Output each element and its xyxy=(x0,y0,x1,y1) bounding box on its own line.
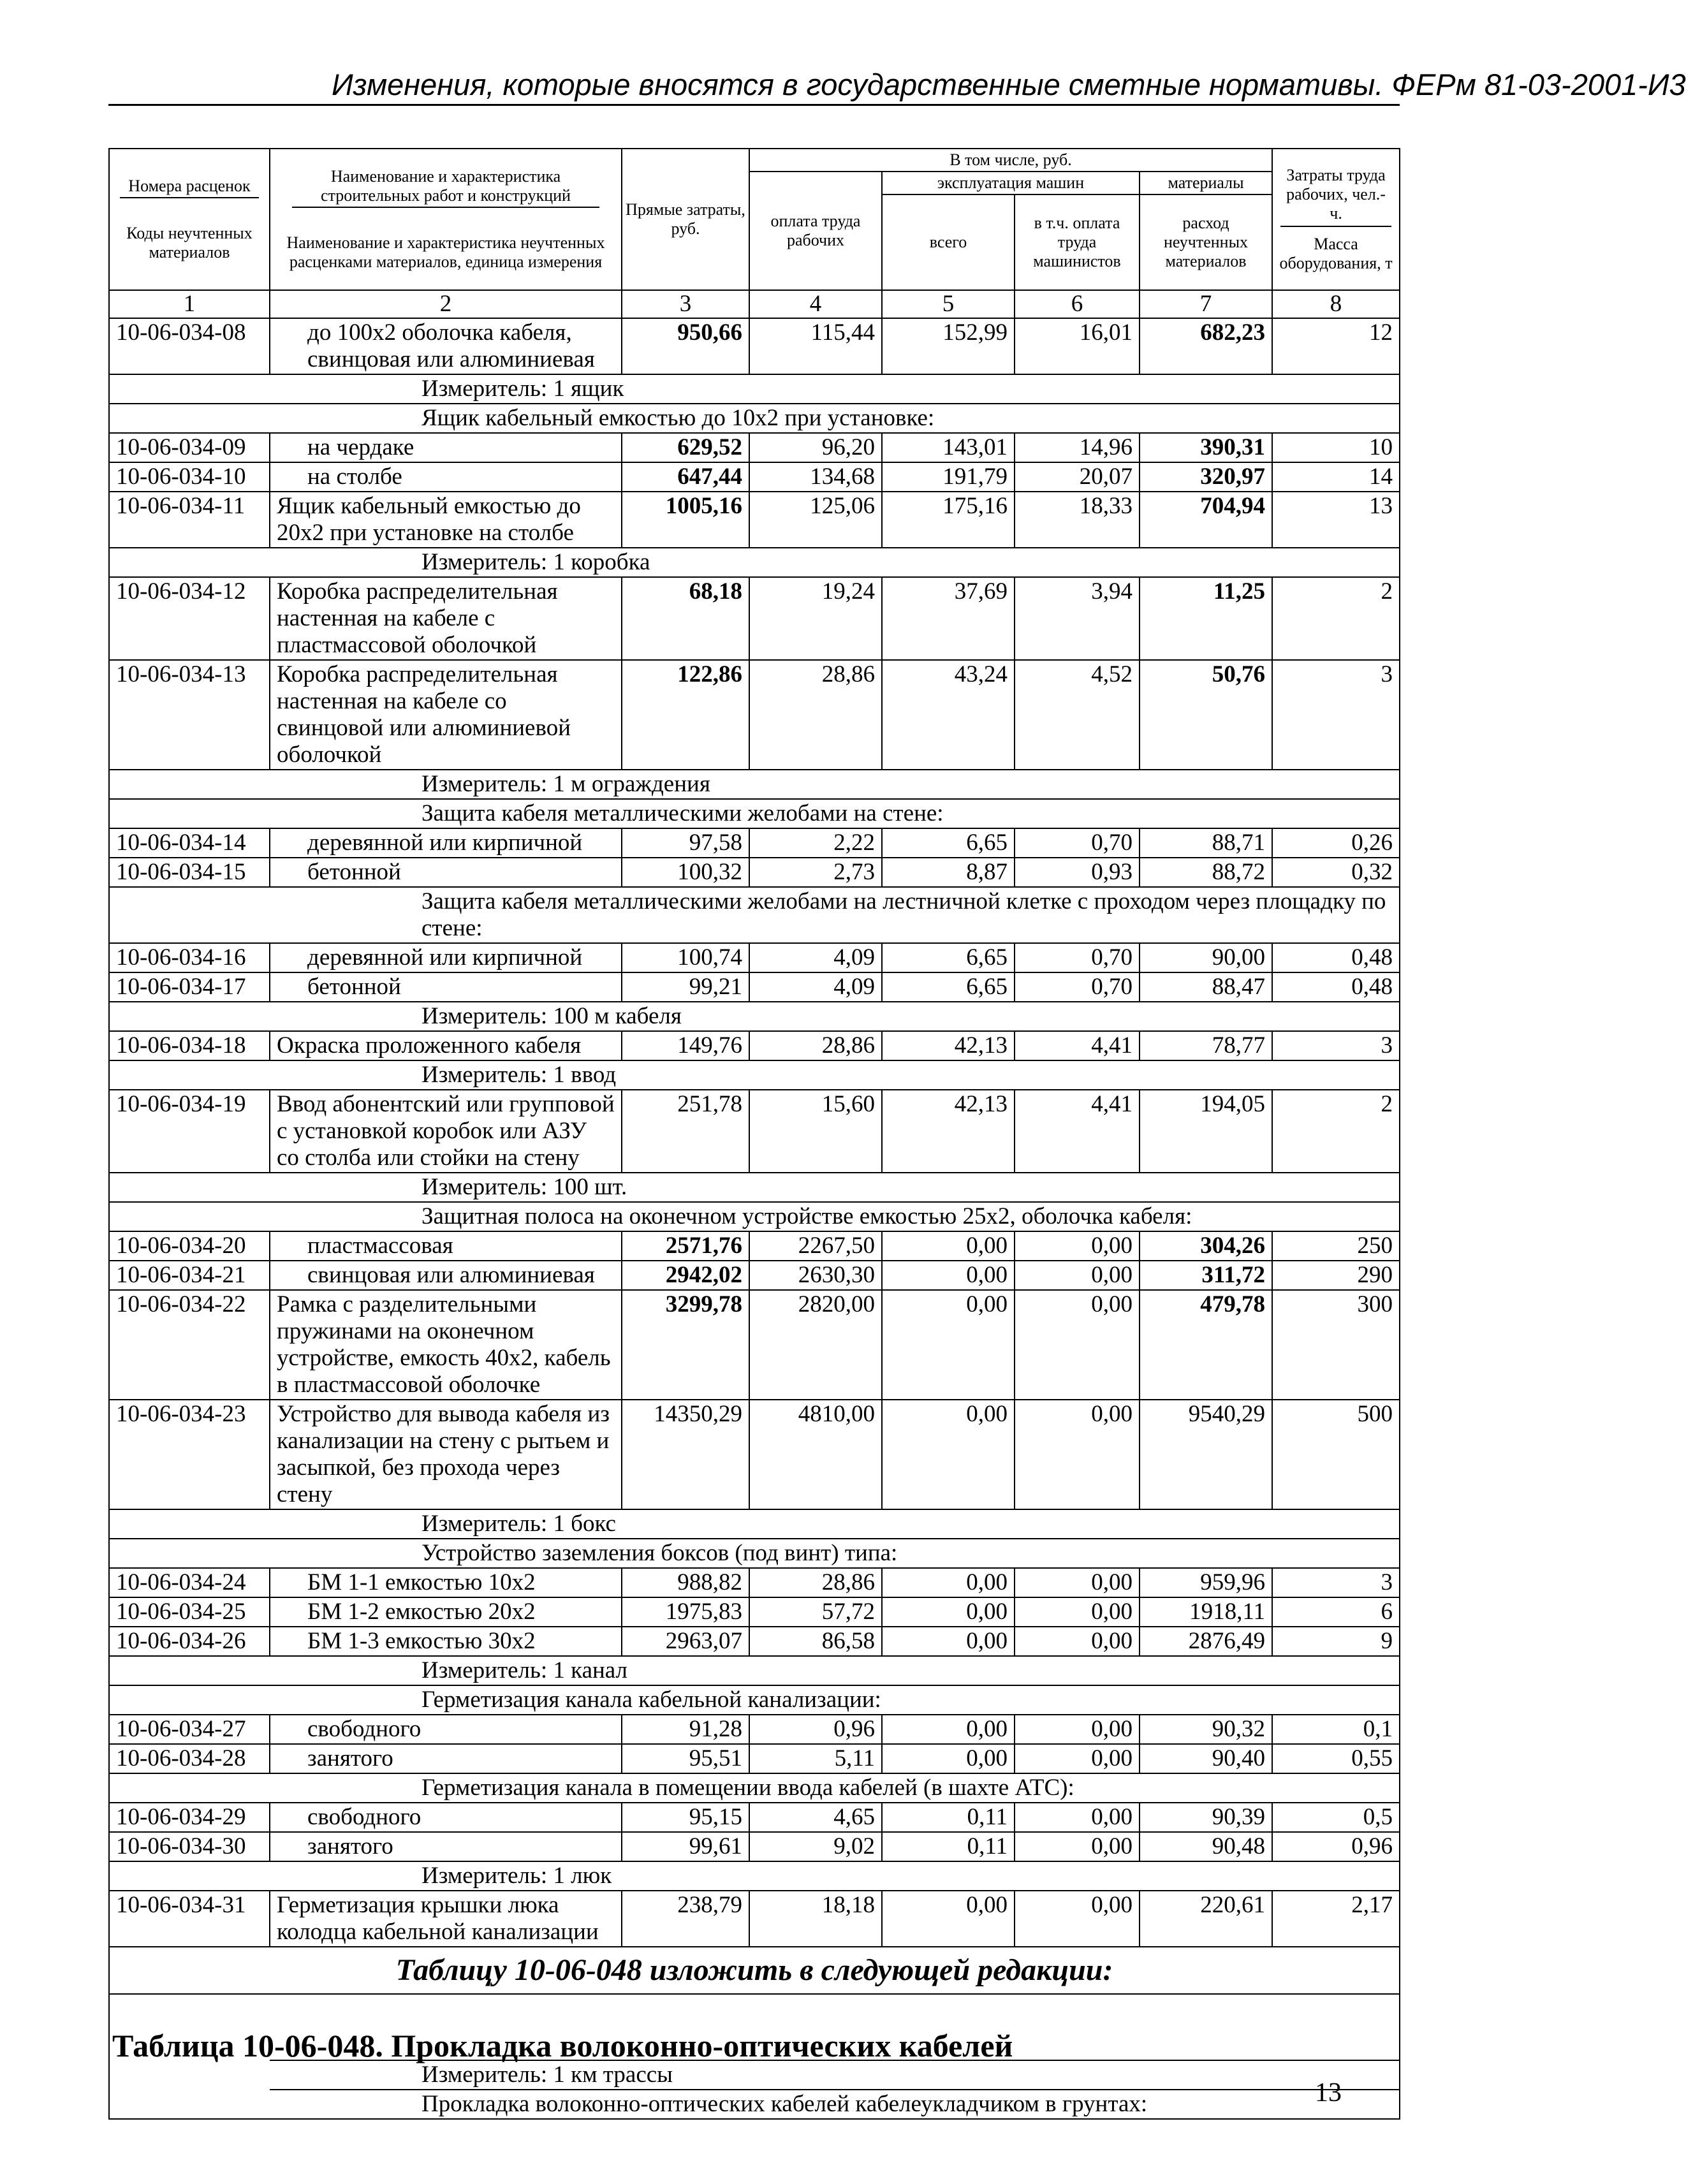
table-row xyxy=(109,858,1400,887)
table-row xyxy=(109,1568,1400,1597)
value-v7: 704,94 xyxy=(1140,492,1272,548)
redaction-note: Таблицу 10-06-048 изложить в следующей редакции: xyxy=(109,1947,1400,1994)
value-v8: 0,1 xyxy=(1272,1715,1400,1744)
value-v7: 90,40 xyxy=(1140,1744,1272,1773)
value-v6: 4,52 xyxy=(1015,660,1140,770)
table-row xyxy=(109,492,1400,548)
value-v7: 90,32 xyxy=(1140,1715,1272,1744)
value-v8: 0,26 xyxy=(1272,828,1400,858)
value-v4: 18,18 xyxy=(749,1891,882,1947)
value-v5: 0,00 xyxy=(882,1715,1015,1744)
rate-code: 10-06-034-13 xyxy=(109,660,270,770)
work-name: свинцовая или алюминиевая xyxy=(270,1261,622,1290)
value-v5: 175,16 xyxy=(882,492,1015,548)
value-v5: 152,99 xyxy=(882,318,1015,374)
col-number: 2 xyxy=(270,290,622,318)
value-v5: 191,79 xyxy=(882,462,1015,492)
work-name: свободного xyxy=(270,1715,622,1744)
value-v3: 97,58 xyxy=(622,828,749,858)
value-v5: 42,13 xyxy=(882,1031,1015,1060)
value-v5: 43,24 xyxy=(882,660,1015,770)
value-v3: 99,61 xyxy=(622,1832,749,1861)
section-row xyxy=(109,799,1400,828)
section-row xyxy=(109,1539,1400,1568)
value-v4: 134,68 xyxy=(749,462,882,492)
value-v6: 14,96 xyxy=(1015,433,1140,462)
page-header-title: Изменения, которые вносятся в государственные сметные нормативы. ФЕРм 81-03-2001-И3 xyxy=(332,68,1686,101)
value-v8: 3 xyxy=(1272,660,1400,770)
col-header-labor: Затраты труда рабочих, чел.-ч. Масса оборудования, т xyxy=(1272,149,1400,290)
value-v3: 647,44 xyxy=(622,462,749,492)
value-v3: 251,78 xyxy=(622,1090,749,1173)
rate-code: 10-06-034-09 xyxy=(109,433,270,462)
value-v4: 57,72 xyxy=(749,1597,882,1627)
value-v3: 3299,78 xyxy=(622,1290,749,1400)
col-header-group: В том числе, руб. xyxy=(749,149,1272,172)
value-v4: 0,96 xyxy=(749,1715,882,1744)
col-number: 8 xyxy=(1272,290,1400,318)
col-header-wages: оплата труда рабочих xyxy=(749,172,882,290)
value-v6: 4,41 xyxy=(1015,1031,1140,1060)
value-v6: 0,70 xyxy=(1015,972,1140,1002)
value-v8: 2 xyxy=(1272,577,1400,660)
section-row xyxy=(109,1002,1400,1031)
empty-cell xyxy=(109,1060,270,1090)
section-label: Измеритель: 1 бокс xyxy=(270,1509,1400,1539)
section-label: Прокладка волоконно-оптических кабелей кабелеукладчиком в грунтах: xyxy=(270,2090,1400,2119)
empty-cell xyxy=(109,548,270,577)
work-name: Окраска проложенного кабеля xyxy=(270,1031,622,1060)
section-label: Измеритель: 1 люк xyxy=(270,1861,1400,1891)
value-v7: 311,72 xyxy=(1140,1261,1272,1290)
value-v6: 16,01 xyxy=(1015,318,1140,374)
col-header-machines-total: всего xyxy=(882,194,1015,290)
value-v6: 0,00 xyxy=(1015,1400,1140,1509)
table-row xyxy=(109,433,1400,462)
table-title-row xyxy=(109,1994,1400,2060)
table-row xyxy=(109,660,1400,770)
value-v7: 220,61 xyxy=(1140,1891,1272,1947)
empty-cell xyxy=(109,770,270,799)
empty-cell xyxy=(109,1656,270,1685)
value-v8: 6 xyxy=(1272,1597,1400,1627)
value-v5: 0,00 xyxy=(882,1231,1015,1261)
value-v7: 304,26 xyxy=(1140,1231,1272,1261)
value-v7: 78,77 xyxy=(1140,1031,1272,1060)
value-v5: 37,69 xyxy=(882,577,1015,660)
value-v3: 2963,07 xyxy=(622,1627,749,1656)
empty-cell xyxy=(109,404,270,433)
value-v8: 9 xyxy=(1272,1627,1400,1656)
value-v6: 0,00 xyxy=(1015,1744,1140,1773)
estimate-table xyxy=(108,148,1400,2120)
empty-cell xyxy=(109,1539,270,1568)
table-row xyxy=(109,1744,1400,1773)
section-row xyxy=(109,1202,1400,1231)
value-v7: 90,00 xyxy=(1140,943,1272,972)
value-v5: 0,00 xyxy=(882,1568,1015,1597)
section-row xyxy=(109,1685,1400,1715)
value-v8: 290 xyxy=(1272,1261,1400,1290)
section-row xyxy=(109,2090,1400,2119)
value-v6: 0,00 xyxy=(1015,1627,1140,1656)
value-v4: 28,86 xyxy=(749,1031,882,1060)
value-v3: 99,21 xyxy=(622,972,749,1002)
value-v6: 0,00 xyxy=(1015,1231,1140,1261)
value-v8: 0,48 xyxy=(1272,972,1400,1002)
value-v5: 0,00 xyxy=(882,1261,1015,1290)
table-row xyxy=(109,1231,1400,1261)
rate-code: 10-06-034-25 xyxy=(109,1597,270,1627)
value-v6: 0,70 xyxy=(1015,828,1140,858)
value-v3: 238,79 xyxy=(622,1891,749,1947)
table-row xyxy=(109,1597,1400,1627)
value-v8: 3 xyxy=(1272,1031,1400,1060)
header-rule xyxy=(108,104,1400,106)
rate-code: 10-06-034-19 xyxy=(109,1090,270,1173)
empty-cell xyxy=(109,887,270,943)
table-row xyxy=(109,318,1400,374)
value-v4: 15,60 xyxy=(749,1090,882,1173)
rate-code: 10-06-034-10 xyxy=(109,462,270,492)
section-label: Измеритель: 1 канал xyxy=(270,1656,1400,1685)
value-v8: 14 xyxy=(1272,462,1400,492)
section-label: Ящик кабельный емкостью до 10х2 при установке: xyxy=(270,404,1400,433)
work-name: до 100х2 оболочка кабеля, свинцовая или алюминиевая xyxy=(270,318,622,374)
work-name: БМ 1-3 емкостью 30х2 xyxy=(270,1627,622,1656)
section-label: Защита кабеля металлическими желобами на лестничной клетке с проходом через площадку по стене: xyxy=(270,887,1400,943)
section-row xyxy=(109,374,1400,404)
work-name: Ввод абонентский или групповой с установкой коробок или АЗУ со столба или стойки на стену xyxy=(270,1090,622,1173)
section-row xyxy=(109,1861,1400,1891)
value-v4: 2267,50 xyxy=(749,1231,882,1261)
work-name: Рамка с разделительными пружинами на оконечном устройстве, емкость 40х2, кабель в пластмассовой оболочке xyxy=(270,1290,622,1400)
rate-code: 10-06-034-20 xyxy=(109,1231,270,1261)
value-v7: 390,31 xyxy=(1140,433,1272,462)
rate-code: 10-06-034-24 xyxy=(109,1568,270,1597)
section-row xyxy=(109,1773,1400,1803)
rate-code: 10-06-034-11 xyxy=(109,492,270,548)
value-v7: 88,47 xyxy=(1140,972,1272,1002)
rate-code: 10-06-034-26 xyxy=(109,1627,270,1656)
value-v6: 20,07 xyxy=(1015,462,1140,492)
value-v8: 0,55 xyxy=(1272,1744,1400,1773)
work-name: на чердаке xyxy=(270,433,622,462)
value-v6: 0,93 xyxy=(1015,858,1140,887)
value-v8: 10 xyxy=(1272,433,1400,462)
value-v4: 19,24 xyxy=(749,577,882,660)
value-v6: 0,70 xyxy=(1015,943,1140,972)
value-v3: 2571,76 xyxy=(622,1231,749,1261)
table-row xyxy=(109,577,1400,660)
empty-cell xyxy=(109,1202,270,1231)
value-v4: 2,22 xyxy=(749,828,882,858)
table-row xyxy=(109,1832,1400,1861)
work-name: свободного xyxy=(270,1803,622,1832)
column-numbers-row xyxy=(109,290,1400,318)
work-name: деревянной или кирпичной xyxy=(270,943,622,972)
section-label: Герметизация канала кабельной канализации: xyxy=(270,1685,1400,1715)
value-v7: 959,96 xyxy=(1140,1568,1272,1597)
col-header-machinists: в т.ч. оплата труда машинистов xyxy=(1015,194,1140,290)
value-v5: 6,65 xyxy=(882,972,1015,1002)
table-row xyxy=(109,1627,1400,1656)
value-v5: 0,00 xyxy=(882,1400,1015,1509)
value-v3: 950,66 xyxy=(622,318,749,374)
value-v5: 0,00 xyxy=(882,1891,1015,1947)
value-v4: 4,09 xyxy=(749,972,882,1002)
rate-code: 10-06-034-27 xyxy=(109,1715,270,1744)
value-v7: 11,25 xyxy=(1140,577,1272,660)
value-v4: 4,65 xyxy=(749,1803,882,1832)
value-v8: 12 xyxy=(1272,318,1400,374)
empty-cell xyxy=(109,374,270,404)
value-v3: 95,51 xyxy=(622,1744,749,1773)
value-v7: 88,71 xyxy=(1140,828,1272,858)
table-row xyxy=(109,1715,1400,1744)
table-row xyxy=(109,943,1400,972)
value-v3: 68,18 xyxy=(622,577,749,660)
value-v7: 90,39 xyxy=(1140,1803,1272,1832)
value-v4: 28,86 xyxy=(749,1568,882,1597)
value-v5: 6,65 xyxy=(882,943,1015,972)
section-label: Измеритель: 1 м ограждения xyxy=(270,770,1400,799)
work-name: Герметизация крышки люка колодца кабельной канализации xyxy=(270,1891,622,1947)
value-v8: 0,96 xyxy=(1272,1832,1400,1861)
col-header-codes: Номера расценок Коды неучтенных материалов xyxy=(109,149,270,290)
col-number: 4 xyxy=(749,290,882,318)
col-number: 3 xyxy=(622,290,749,318)
empty-cell xyxy=(109,1773,270,1803)
empty-cell xyxy=(109,1861,270,1891)
table-row xyxy=(109,1290,1400,1400)
rate-code: 10-06-034-14 xyxy=(109,828,270,858)
rate-code: 10-06-034-31 xyxy=(109,1891,270,1947)
section-label: Герметизация канала в помещении ввода кабелей (в шахте АТС): xyxy=(270,1773,1400,1803)
value-v7: 90,48 xyxy=(1140,1832,1272,1861)
value-v7: 479,78 xyxy=(1140,1290,1272,1400)
value-v6: 0,00 xyxy=(1015,1290,1140,1400)
value-v5: 6,65 xyxy=(882,828,1015,858)
value-v5: 0,00 xyxy=(882,1290,1015,1400)
section-row xyxy=(109,1173,1400,1202)
empty-cell xyxy=(109,2060,270,2090)
value-v3: 14350,29 xyxy=(622,1400,749,1509)
value-v4: 2,73 xyxy=(749,858,882,887)
value-v8: 250 xyxy=(1272,1231,1400,1261)
rate-code: 10-06-034-08 xyxy=(109,318,270,374)
value-v7: 320,97 xyxy=(1140,462,1272,492)
rate-code: 10-06-034-21 xyxy=(109,1261,270,1290)
value-v3: 122,86 xyxy=(622,660,749,770)
empty-cell xyxy=(109,1685,270,1715)
table-row xyxy=(109,462,1400,492)
rate-code: 10-06-034-23 xyxy=(109,1400,270,1509)
table-row xyxy=(109,828,1400,858)
value-v4: 5,11 xyxy=(749,1744,882,1773)
col-number: 5 xyxy=(882,290,1015,318)
section-row xyxy=(109,1060,1400,1090)
value-v7: 194,05 xyxy=(1140,1090,1272,1173)
value-v5: 0,11 xyxy=(882,1832,1015,1861)
value-v5: 0,00 xyxy=(882,1597,1015,1627)
work-name: Устройство для вывода кабеля из канализации на стену с рытьем и засыпкой, без прохода через стену xyxy=(270,1400,622,1509)
section-row xyxy=(109,1509,1400,1539)
rate-code: 10-06-034-30 xyxy=(109,1832,270,1861)
table-row xyxy=(109,1090,1400,1173)
value-v6: 0,00 xyxy=(1015,1832,1140,1861)
value-v4: 9,02 xyxy=(749,1832,882,1861)
table-row xyxy=(109,1803,1400,1832)
work-name: БМ 1-1 емкостью 10х2 xyxy=(270,1568,622,1597)
empty-cell xyxy=(109,1509,270,1539)
value-v6: 0,00 xyxy=(1015,1891,1140,1947)
value-v8: 2,17 xyxy=(1272,1891,1400,1947)
section-label: Защита кабеля металлическими желобами на стене: xyxy=(270,799,1400,828)
value-v5: 0,00 xyxy=(882,1744,1015,1773)
value-v4: 115,44 xyxy=(749,318,882,374)
col-number: 1 xyxy=(109,290,270,318)
value-v8: 0,48 xyxy=(1272,943,1400,972)
rate-code: 10-06-034-29 xyxy=(109,1803,270,1832)
value-v6: 18,33 xyxy=(1015,492,1140,548)
section-label: Измеритель: 1 ввод xyxy=(270,1060,1400,1090)
value-v5: 8,87 xyxy=(882,858,1015,887)
work-name: БМ 1-2 емкостью 20х2 xyxy=(270,1597,622,1627)
section-label: Измеритель: 1 ящик xyxy=(270,374,1400,404)
section-label: Измеритель: 100 шт. xyxy=(270,1173,1400,1202)
col-number: 6 xyxy=(1015,290,1140,318)
value-v6: 3,94 xyxy=(1015,577,1140,660)
value-v8: 2 xyxy=(1272,1090,1400,1173)
value-v6: 4,41 xyxy=(1015,1090,1140,1173)
rate-code: 10-06-034-12 xyxy=(109,577,270,660)
section-label: Измеритель: 100 м кабеля xyxy=(270,1002,1400,1031)
col-header-names: Наименование и характеристика строительных работ и конструкций Наименование и характеристика неучтенных расценками материалов, единица измерения xyxy=(270,149,622,290)
section-row xyxy=(109,770,1400,799)
work-name: занятого xyxy=(270,1832,622,1861)
section-row xyxy=(109,1656,1400,1685)
section-label: Измеритель: 1 коробка xyxy=(270,548,1400,577)
value-v3: 988,82 xyxy=(622,1568,749,1597)
empty-cell xyxy=(109,1173,270,1202)
table-row xyxy=(109,1031,1400,1060)
value-v6: 0,00 xyxy=(1015,1261,1140,1290)
value-v6: 0,00 xyxy=(1015,1803,1140,1832)
value-v3: 1975,83 xyxy=(622,1597,749,1627)
table-title: Таблица 10-06-048. Прокладка волоконно-оптических кабелей xyxy=(109,1994,1400,2060)
value-v8: 0,32 xyxy=(1272,858,1400,887)
value-v3: 95,15 xyxy=(622,1803,749,1832)
value-v4: 86,58 xyxy=(749,1627,882,1656)
value-v7: 1918,11 xyxy=(1140,1597,1272,1627)
value-v6: 0,00 xyxy=(1015,1597,1140,1627)
section-row xyxy=(109,2060,1400,2090)
value-v8: 13 xyxy=(1272,492,1400,548)
value-v3: 149,76 xyxy=(622,1031,749,1060)
value-v4: 4,09 xyxy=(749,943,882,972)
section-label: Устройство заземления боксов (под винт) типа: xyxy=(270,1539,1400,1568)
value-v3: 100,32 xyxy=(622,858,749,887)
work-name: на столбе xyxy=(270,462,622,492)
table-row xyxy=(109,972,1400,1002)
value-v4: 2820,00 xyxy=(749,1290,882,1400)
value-v3: 1005,16 xyxy=(622,492,749,548)
empty-cell xyxy=(109,2090,270,2119)
value-v7: 2876,49 xyxy=(1140,1627,1272,1656)
col-number: 7 xyxy=(1140,290,1272,318)
rate-code: 10-06-034-17 xyxy=(109,972,270,1002)
rate-code: 10-06-034-28 xyxy=(109,1744,270,1773)
value-v4: 4810,00 xyxy=(749,1400,882,1509)
work-name: Коробка распределительная настенная на кабеле с пластмассовой оболочкой xyxy=(270,577,622,660)
rate-code: 10-06-034-16 xyxy=(109,943,270,972)
value-v7: 682,23 xyxy=(1140,318,1272,374)
value-v7: 9540,29 xyxy=(1140,1400,1272,1509)
work-name: Коробка распределительная настенная на кабеле со свинцовой или алюминиевой оболочкой xyxy=(270,660,622,770)
rate-code: 10-06-034-22 xyxy=(109,1290,270,1400)
value-v3: 629,52 xyxy=(622,433,749,462)
rate-code: 10-06-034-15 xyxy=(109,858,270,887)
work-name: пластмассовая xyxy=(270,1231,622,1261)
section-label: Измеритель: 1 км трассы xyxy=(270,2060,1400,2090)
work-name: бетонной xyxy=(270,972,622,1002)
value-v5: 143,01 xyxy=(882,433,1015,462)
page-number: 13 xyxy=(1315,2078,1342,2107)
col-header-materials: материалы xyxy=(1140,172,1272,194)
value-v4: 96,20 xyxy=(749,433,882,462)
value-v8: 500 xyxy=(1272,1400,1400,1509)
value-v5: 42,13 xyxy=(882,1090,1015,1173)
value-v8: 300 xyxy=(1272,1290,1400,1400)
col-header-direct-costs: Прямые затраты, руб. xyxy=(622,149,749,290)
value-v4: 28,86 xyxy=(749,660,882,770)
section-row xyxy=(109,404,1400,433)
section-row xyxy=(109,548,1400,577)
work-name: бетонной xyxy=(270,858,622,887)
value-v4: 2630,30 xyxy=(749,1261,882,1290)
section-row xyxy=(109,887,1400,943)
work-name: занятого xyxy=(270,1744,622,1773)
table-row xyxy=(109,1400,1400,1509)
value-v8: 0,5 xyxy=(1272,1803,1400,1832)
value-v7: 88,72 xyxy=(1140,858,1272,887)
empty-cell xyxy=(109,799,270,828)
value-v6: 0,00 xyxy=(1015,1568,1140,1597)
value-v3: 100,74 xyxy=(622,943,749,972)
rate-code: 10-06-034-18 xyxy=(109,1031,270,1060)
table-row xyxy=(109,1261,1400,1290)
section-label: Защитная полоса на оконечном устройстве емкостью 25х2, оболочка кабеля: xyxy=(270,1202,1400,1231)
col-header-unaccounted: расход неучтенных материалов xyxy=(1140,194,1272,290)
value-v6: 0,00 xyxy=(1015,1715,1140,1744)
value-v5: 0,11 xyxy=(882,1803,1015,1832)
redaction-row xyxy=(109,1947,1400,1994)
empty-cell xyxy=(109,1002,270,1031)
value-v8: 3 xyxy=(1272,1568,1400,1597)
value-v3: 2942,02 xyxy=(622,1261,749,1290)
table-row xyxy=(109,1891,1400,1947)
value-v3: 91,28 xyxy=(622,1715,749,1744)
value-v7: 50,76 xyxy=(1140,660,1272,770)
value-v4: 125,06 xyxy=(749,492,882,548)
work-name: деревянной или кирпичной xyxy=(270,828,622,858)
value-v5: 0,00 xyxy=(882,1627,1015,1656)
work-name: Ящик кабельный емкостью до 20х2 при установке на столбе xyxy=(270,492,622,548)
col-header-machines: эксплуатация машин xyxy=(882,172,1140,194)
